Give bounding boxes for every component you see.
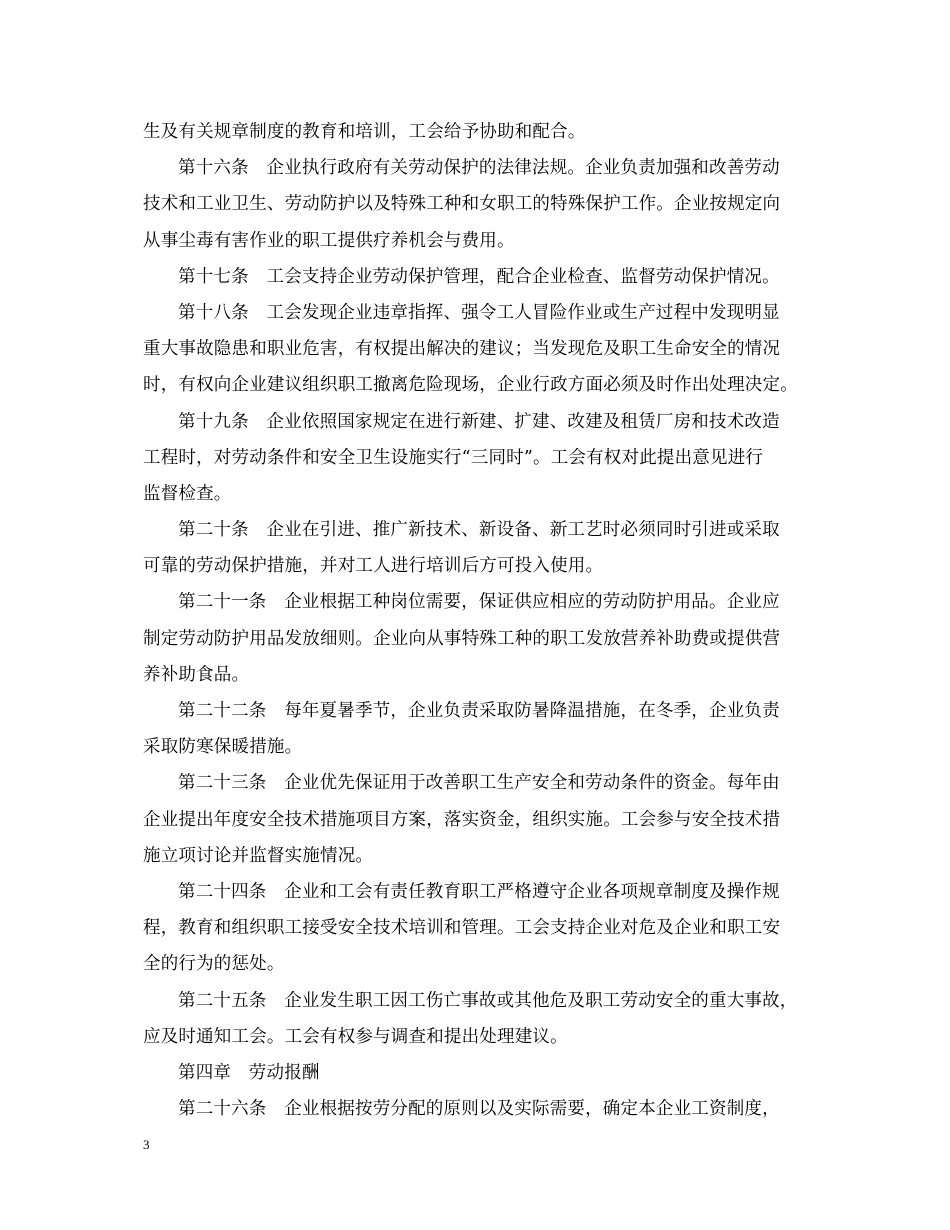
text-line: 第十七条 工会支持企业劳动保护管理，配合企业检查、监督劳动保护情况。 (178, 266, 780, 287)
text-line: 第十六条 企业执行政府有关劳动保护的法律法规。企业负责加强和改善劳动 (178, 158, 780, 179)
text-line: 程，教育和组织职工接受安全技术培训和管理。工会支持企业对危及企业和职工安 (143, 918, 781, 939)
text-line: 制定劳动防护用品发放细则。企业向从事特殊工种的职工发放营养补助费或提供营 (143, 628, 781, 649)
text-line: 技术和工业卫生、劳动防护以及特殊工种和女职工的特殊保护工作。企业按规定向 (143, 194, 781, 215)
text-line: 可靠的劳动保护措施，并对工人进行培训后方可投入使用。 (143, 556, 604, 577)
body-text (143, 114, 813, 1127)
page-number: 3 (143, 1137, 150, 1152)
text-line: 应及时通知工会。工会有权参与调查和提出处理建议。 (143, 1026, 568, 1047)
text-line: 第二十四条 企业和工会有责任教育职工严格遵守企业各项规章制度及操作规 (178, 881, 780, 902)
text-line: 从事尘毒有害作业的职工提供疗养机会与费用。 (143, 230, 515, 251)
text-line: 生及有关规章制度的教育和培训，工会给予协助和配合。 (143, 122, 586, 142)
text-line: 重大事故隐患和职业危害，有权提出解决的建议；当发现危及职工生命安全的情况 (143, 339, 781, 360)
text-line: 第四章 劳动报酬 (178, 1062, 320, 1083)
text-line: 企业提出年度安全技术措施项目方案，落实资金，组织实施。工会参与安全技术措 (143, 809, 781, 830)
text-line: 第二十一条 企业根据工种岗位需要，保证供应相应的劳动防护用品。企业应 (178, 592, 780, 613)
text-line: 监督检查。 (143, 483, 232, 504)
text-line: 采取防寒保暖措施。 (143, 737, 303, 758)
text-line: 工程时，对劳动条件和安全卫生设施实行“三同时”。工会有权对此提出意见进行 (143, 447, 764, 468)
text-line: 第二十五条 企业发生职工因工伤亡事故或其他危及职工劳动安全的重大事故， (178, 990, 798, 1011)
text-line: 第十九条 企业依照国家规定在进行新建、扩建、改建及租赁厂房和技术改造 (178, 411, 780, 432)
text-line: 施立项讨论并监督实施情况。 (143, 845, 374, 866)
text-line: 养补助食品。 (143, 664, 250, 685)
text-line: 时，有权向企业建议组织职工撤离危险现场，企业行政方面必须及时作出处理决定。 (143, 375, 798, 396)
text-line: 第二十六条 企业根据按劳分配的原则以及实际需要，确定本企业工资制度， (178, 1099, 780, 1120)
text-line: 第二十二条 每年夏暑季节，企业负责采取防暑降温措施，在冬季，企业负责 (178, 701, 780, 721)
text-line: 全的行为的惩处。 (143, 954, 285, 975)
text-line: 第二十三条 企业优先保证用于改善职工生产安全和劳动条件的资金。每年由 (178, 773, 780, 794)
text-line: 第十八条 工会发现企业违章指挥、强令工人冒险作业或生产过程中发现明显 (178, 302, 780, 323)
text-line: 第二十条 企业在引进、推广新技术、新设备、新工艺时必须同时引进或采取 (178, 520, 780, 541)
